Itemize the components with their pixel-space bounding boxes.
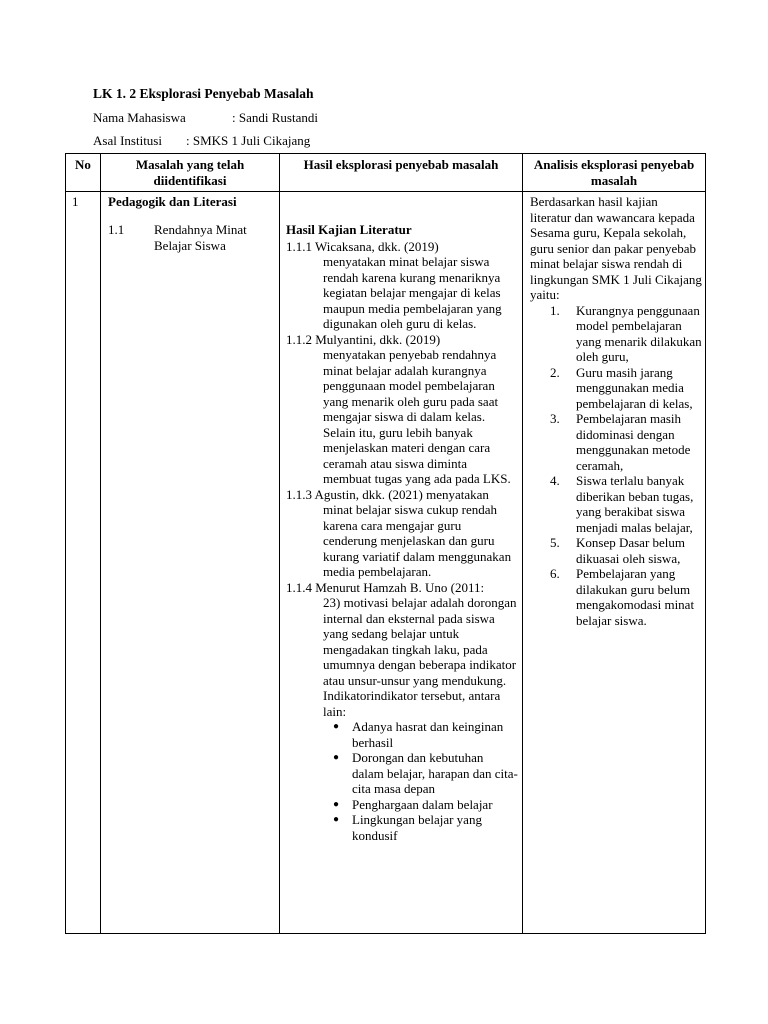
col-border-2 xyxy=(279,153,280,934)
analysis-item xyxy=(530,365,702,412)
institution-row xyxy=(93,133,311,149)
analysis-list xyxy=(530,303,702,629)
literature-heading: Hasil Kajian Literatur xyxy=(286,222,412,237)
analysis-number: 2. xyxy=(550,364,560,380)
student-name-row xyxy=(93,110,318,126)
analysis-item xyxy=(530,566,702,628)
indicator-list xyxy=(286,719,518,843)
reference-item xyxy=(286,332,518,487)
reference-lead xyxy=(286,487,518,503)
analysis-number: 1. xyxy=(550,302,560,318)
header-analisis: Analisis eksplorasi penyebab masalah xyxy=(533,157,695,188)
reference-number: 1.1.1 xyxy=(286,238,316,254)
table-top-border xyxy=(65,153,706,154)
reference-list xyxy=(286,239,518,720)
reference-author: Agustin, dkk. (2021) menyatakan xyxy=(314,486,489,502)
bullet-icon: ● xyxy=(333,798,340,810)
col-border-0 xyxy=(65,153,66,934)
student-name-value: : Sandi Rustandi xyxy=(232,110,318,125)
col-border-1 xyxy=(100,153,101,934)
bullet-icon: ● xyxy=(333,721,340,732)
reference-author: Wicaksana, dkk. (2019) xyxy=(315,238,439,254)
reference-text: 23) motivasi belajar adalah dorongan internal dan eksternal pada siswa yang sedang belajar untuk mengadakan tingkah laku, pada umumnya dengan beberapa indikator atau unsur-unsur yang mendukung. Indikatorindikator tersebut, antara lain: xyxy=(323,595,517,719)
analysis-number: 4. xyxy=(550,473,560,488)
reference-lead xyxy=(286,332,518,348)
analysis-text: Pembelajaran masih didominasi dengan menggunakan metode ceramah, xyxy=(576,411,691,473)
bullet-icon: ● xyxy=(333,814,340,825)
header-hasil: Hasil eksplorasi penyebab masalah xyxy=(303,157,499,172)
indicator-text: Penghargaan dalam belajar xyxy=(352,796,493,812)
reference-author: Mulyantini, dkk. (2019) xyxy=(315,331,441,347)
row-number: 1 xyxy=(72,194,79,209)
reference-lead xyxy=(286,239,518,255)
indicator-item xyxy=(286,719,518,750)
analysis-number: 3. xyxy=(550,411,560,426)
indicator-item xyxy=(286,812,518,843)
reference-item xyxy=(286,487,518,580)
reference-text: menyatakan penyebab rendahnya minat belajar adalah kurangnya penggunaan model pembelajaran yang menarik oleh guru pada saat mengajar siswa di dalam kelas. Selain itu, guru lebih banyak menjelaskan materi dengan cara ceramah atau siswa diminta membuat tugas yang ada pada LKS. xyxy=(323,347,511,486)
analysis-item xyxy=(530,303,702,365)
analysis-cell xyxy=(530,194,702,628)
reference-text: minat belajar siswa cukup rendah karena cara mengajar guru cenderung menjelaskan dan guru kurang variatif dalam menggunakan media pembelajaran. xyxy=(323,502,512,579)
indicator-text: Adanya hasrat dan keinginan berhasil xyxy=(352,719,504,750)
institution-label: Asal Institusi xyxy=(93,133,162,148)
reference-number: 1.1.3 xyxy=(286,486,315,502)
institution-value: : SMKS 1 Juli Cikajang xyxy=(186,133,311,148)
col-border-4 xyxy=(705,153,706,934)
problem-category: Pedagogik dan Literasi xyxy=(108,194,237,209)
reference-author: Menurut Hamzah B. Uno (2011: xyxy=(315,579,485,595)
analysis-text: Pembelajaran yang dilakukan guru belum mengakomodasi minat belajar siswa. xyxy=(576,566,695,628)
reference-number: 1.1.2 xyxy=(286,331,316,347)
reference-lead xyxy=(286,580,518,596)
indicator-item xyxy=(286,797,518,813)
reference-number: 1.1.4 xyxy=(286,579,316,595)
analysis-text: Konsep Dasar belum dikuasai oleh siswa, xyxy=(576,535,686,566)
indicator-text: Dorongan dan kebutuhan dalam belajar, harapan dan cita-cita masa depan xyxy=(352,750,518,796)
analysis-number: 6. xyxy=(550,566,560,581)
analysis-item xyxy=(530,473,702,535)
header-masalah: Masalah yang telah diidentifikasi xyxy=(135,157,245,188)
analysis-text: Guru masih jarang menggunakan media pembelajaran di kelas, xyxy=(576,364,693,411)
sub-problem-number: 1.1 xyxy=(108,222,125,237)
table-bottom-border xyxy=(65,933,706,934)
exploration-results xyxy=(286,222,518,843)
indicator-item xyxy=(286,750,518,797)
reference-item xyxy=(286,239,518,332)
sub-problem-label: Rendahnya Minat Belajar Siswa xyxy=(154,222,247,253)
bullet-icon: ● xyxy=(333,752,340,763)
indicator-text: Lingkungan belajar yang kondusif xyxy=(352,812,482,843)
analysis-item xyxy=(530,411,702,473)
reference-item xyxy=(286,580,518,720)
header-no: No xyxy=(75,157,91,172)
student-name-label: Nama Mahasiswa xyxy=(93,110,186,125)
analysis-item xyxy=(530,535,702,566)
analysis-intro: Berdasarkan hasil kajian literatur dan wawancara kepada Sesama guru, Kepala sekolah, guru senior dan pakar penyebab minat belajar siswa rendah di lingkungan SMK 1 Juli Cikajang yaitu: xyxy=(530,194,702,302)
header-divider xyxy=(65,191,706,192)
analysis-text: Kurangnya penggunaan model pembelajaran yang menarik dilakukan oleh guru, xyxy=(576,302,702,364)
reference-text: menyatakan minat belajar siswa rendah karena kurang menariknya kegiatan belajar mengajar di kelas maupun media pembelajaran yang digunakan oleh guru di kelas. xyxy=(323,254,502,331)
analysis-number: 5. xyxy=(550,535,560,550)
col-border-3 xyxy=(522,153,523,934)
analysis-text: Siswa terlalu banyak diberikan beban tugas, yang berakibat siswa menjadi malas belajar, xyxy=(576,473,694,535)
document-title: LK 1. 2 Eksplorasi Penyebab Masalah xyxy=(93,86,314,101)
